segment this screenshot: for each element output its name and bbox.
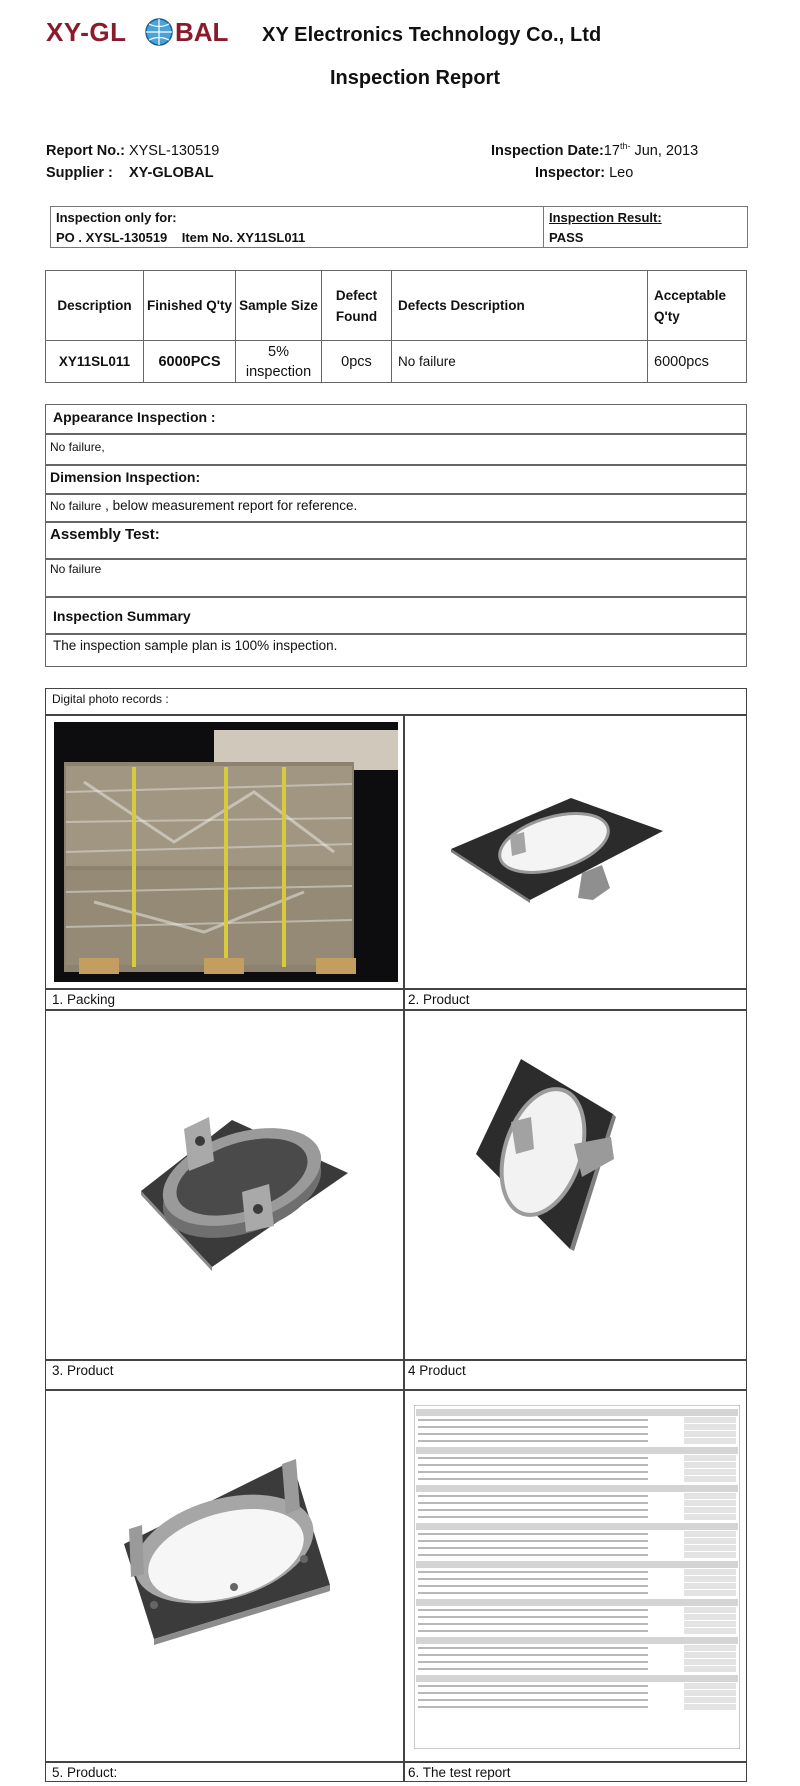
dimension-inspection-text bbox=[50, 498, 357, 513]
inspection-summary-text: The inspection sample plan is 100% inspection. bbox=[53, 638, 338, 653]
photo-caption-1: 1. Packing bbox=[52, 992, 116, 1007]
date-suffix: th- bbox=[619, 141, 631, 152]
photo-caption-3: 3. Product bbox=[52, 1363, 114, 1378]
appearance-inspection-heading: Appearance Inspection : bbox=[53, 409, 216, 425]
inspection-summary-heading: Inspection Summary bbox=[53, 608, 191, 624]
supplier bbox=[46, 165, 214, 181]
packing-photo bbox=[54, 722, 398, 982]
cell-finished-qty: 6000PCS bbox=[144, 341, 236, 383]
inspector bbox=[535, 165, 633, 181]
inspection-date bbox=[491, 143, 698, 159]
cell-defects-description: No failure bbox=[392, 341, 648, 383]
summary-table bbox=[45, 270, 747, 383]
test-report-image bbox=[414, 1405, 740, 1749]
report-number bbox=[46, 143, 219, 159]
product-photo-2 bbox=[406, 722, 746, 982]
inspector-value: Leo bbox=[605, 165, 634, 181]
cell-acceptable-qty: 6000pcs bbox=[648, 341, 747, 383]
inspection-scope-box bbox=[50, 206, 748, 248]
header-description: Description bbox=[46, 271, 144, 341]
inspection-result-label: Inspection Result: bbox=[549, 210, 662, 225]
photo-records bbox=[45, 688, 747, 1782]
inspection-date-label: Inspection Date: bbox=[491, 143, 604, 159]
inspector-label: Inspector: bbox=[535, 165, 606, 181]
cell-defect-found: 0pcs bbox=[322, 341, 392, 383]
table-row bbox=[46, 341, 747, 383]
table-header-row bbox=[46, 271, 747, 341]
product-photo-3 bbox=[54, 1019, 398, 1349]
report-title: Inspection Report bbox=[329, 67, 500, 89]
date-rest: Jun, 2013 bbox=[630, 143, 699, 159]
header-defect-found: Defect Found bbox=[322, 271, 392, 341]
cell-description: XY11SL011 bbox=[46, 341, 144, 383]
dimension-note: , below measurement report for reference. bbox=[101, 498, 358, 513]
header-finished-qty: Finished Q'ty bbox=[144, 271, 236, 341]
report-number-label: Report No.: bbox=[46, 143, 125, 159]
header-acceptable-qty: Acceptable Q'ty bbox=[648, 271, 747, 341]
company-name: XY Electronics Technology Co., Ltd bbox=[262, 24, 602, 46]
supplier-value: XY-GLOBAL bbox=[129, 165, 214, 181]
photo-records-heading: Digital photo records : bbox=[52, 692, 169, 706]
inspection-result-value: PASS bbox=[549, 230, 584, 245]
date-day: 17 bbox=[603, 143, 620, 159]
inspection-sections bbox=[45, 404, 747, 667]
supplier-label: Supplier : bbox=[46, 165, 113, 181]
appearance-inspection-text: No failure, bbox=[50, 440, 105, 454]
dimension-inspection-heading: Dimension Inspection: bbox=[50, 469, 201, 485]
svg-text:XY-GL: XY-GL bbox=[46, 17, 127, 47]
photo-caption-2: 2. Product bbox=[408, 992, 470, 1007]
header-defects-description: Defects Description bbox=[392, 271, 648, 341]
photo-caption-6: 6. The test report bbox=[408, 1765, 511, 1780]
header-sample-size: Sample Size bbox=[236, 271, 322, 341]
dimension-result: No failure bbox=[50, 499, 102, 513]
inspection-for-label: Inspection only for: bbox=[56, 210, 177, 225]
company-logo bbox=[46, 15, 246, 49]
photo-caption-4: 4 Product bbox=[408, 1363, 466, 1378]
assembly-test-text: No failure bbox=[50, 562, 102, 576]
product-photo-5 bbox=[54, 1399, 398, 1759]
cell-sample-size: 5% inspection bbox=[236, 341, 322, 383]
assembly-test-heading: Assembly Test: bbox=[50, 526, 160, 543]
product-photo-4 bbox=[406, 1019, 746, 1349]
svg-text:BAL: BAL bbox=[175, 17, 229, 47]
report-number-value: XYSL-130519 bbox=[124, 143, 220, 159]
po-item-number: PO . XYSL-130519 Item No. XY11SL011 bbox=[56, 230, 306, 245]
photo-caption-5: 5. Product: bbox=[52, 1765, 118, 1780]
